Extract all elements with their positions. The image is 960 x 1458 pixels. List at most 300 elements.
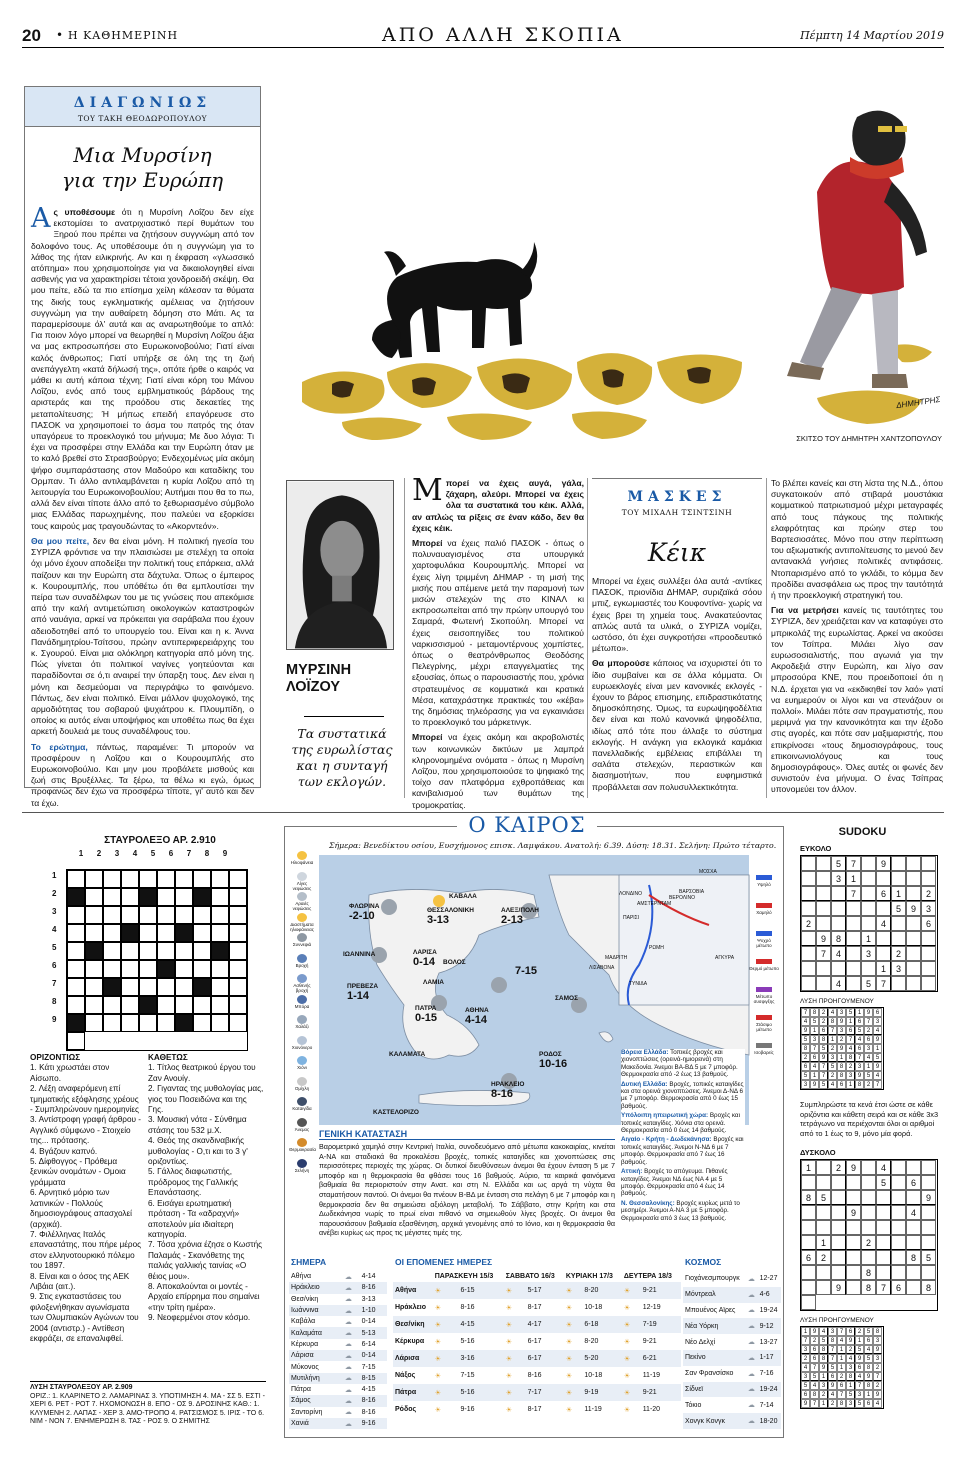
crossword-cell[interactable] — [193, 906, 211, 924]
sudoku-cell[interactable] — [861, 916, 876, 931]
crossword-cell[interactable] — [67, 1032, 85, 1050]
sudoku-cell[interactable] — [861, 1160, 876, 1175]
sudoku-cell[interactable] — [846, 1250, 861, 1265]
sudoku-cell[interactable] — [861, 1205, 876, 1220]
crossword-cell[interactable] — [157, 960, 175, 978]
region-forecast — [621, 1112, 745, 1134]
crossword-cell[interactable] — [121, 888, 139, 906]
crossword-cell[interactable] — [139, 870, 157, 888]
crossword-cell[interactable] — [175, 924, 193, 942]
sudoku-easy-grid[interactable] — [800, 855, 938, 992]
sudoku-cell[interactable]: 9 — [831, 1280, 846, 1295]
crossword-cell[interactable] — [211, 924, 229, 942]
crossword-cell[interactable] — [193, 996, 211, 1014]
sudoku-cell[interactable]: 2 — [861, 1235, 876, 1250]
sudoku-cell[interactable]: 8 — [831, 931, 846, 946]
crossword-cell[interactable] — [121, 924, 139, 942]
sudoku-cell[interactable]: 1 — [816, 1235, 831, 1250]
sudoku-hard-grid[interactable] — [800, 1159, 938, 1311]
legend-icon — [297, 1077, 307, 1086]
next-row — [393, 1316, 681, 1333]
sudoku-cell[interactable]: 3 — [831, 871, 846, 886]
crossword-cell[interactable] — [229, 906, 247, 924]
crossword-cell[interactable] — [103, 1014, 121, 1032]
weather-icon-cell: ☁ — [343, 1418, 360, 1429]
sudoku-cell[interactable] — [846, 1235, 861, 1250]
today-row — [289, 1305, 387, 1316]
sudoku-cell[interactable] — [921, 1235, 936, 1250]
sudoku-cell[interactable] — [831, 1190, 846, 1205]
crossword-cell[interactable] — [67, 978, 85, 996]
crossword-cell[interactable] — [193, 978, 211, 996]
sudoku-cell[interactable] — [846, 1220, 861, 1235]
sudoku-cell[interactable] — [876, 1265, 891, 1280]
crossword-cell[interactable] — [211, 942, 229, 960]
city-name: Σάμος — [289, 1395, 343, 1406]
sudoku-cell[interactable] — [891, 1175, 906, 1190]
sudoku-cell[interactable]: 5 — [876, 1175, 891, 1190]
crossword-cell[interactable] — [139, 906, 157, 924]
day-header: ΠΑΡΑΣΚΕΥΗ 15/3 — [433, 1271, 504, 1282]
sudoku-cell[interactable] — [921, 931, 936, 946]
sudoku-cell[interactable] — [891, 871, 906, 886]
sudoku-cell[interactable] — [801, 871, 816, 886]
sudoku-cell[interactable] — [801, 1235, 816, 1250]
crossword-cell[interactable] — [211, 888, 229, 906]
crossword-cell[interactable] — [85, 942, 103, 960]
sudoku-cell[interactable] — [846, 931, 861, 946]
crossword-cell[interactable] — [121, 942, 139, 960]
crossword-cell[interactable] — [85, 870, 103, 888]
crossword-cell[interactable] — [67, 1014, 85, 1032]
sudoku-cell[interactable]: 2 — [831, 1160, 846, 1175]
sudoku-cell[interactable] — [906, 1280, 921, 1295]
sudoku-cell[interactable]: 6 — [921, 916, 936, 931]
sudoku-cell[interactable] — [906, 976, 921, 991]
sudoku-cell[interactable] — [906, 1160, 921, 1175]
sudoku-cell[interactable]: 2 — [921, 886, 936, 901]
crossword-cell[interactable] — [175, 978, 193, 996]
sudoku-cell[interactable] — [921, 1160, 936, 1175]
solution-cell: 4 — [846, 1354, 855, 1363]
sudoku-cell[interactable] — [891, 1190, 906, 1205]
crossword-cell[interactable] — [193, 1014, 211, 1032]
sudoku-cell[interactable] — [831, 916, 846, 931]
legend-item — [289, 892, 315, 913]
sudoku-cell[interactable] — [876, 1205, 891, 1220]
sudoku-cell[interactable]: 7 — [846, 856, 861, 871]
crossword-cell[interactable] — [211, 978, 229, 996]
sudoku-cell[interactable]: 3 — [861, 946, 876, 961]
legend-icon — [297, 974, 307, 983]
sudoku-cell[interactable] — [906, 1235, 921, 1250]
legend-item — [749, 987, 779, 1013]
sudoku-cell[interactable] — [891, 1235, 906, 1250]
sudoku-cell[interactable] — [831, 886, 846, 901]
crossword-cell[interactable] — [175, 960, 193, 978]
sudoku-cell[interactable] — [876, 946, 891, 961]
sudoku-cell[interactable] — [861, 886, 876, 901]
sudoku-cell[interactable] — [906, 1190, 921, 1205]
sudoku-cell[interactable] — [801, 1205, 816, 1220]
sudoku-cell[interactable]: 1 — [876, 961, 891, 976]
sudoku-cell[interactable] — [801, 976, 816, 991]
sudoku-cell[interactable] — [921, 1175, 936, 1190]
sudoku-cell[interactable] — [906, 886, 921, 901]
crossword-cell[interactable] — [175, 1014, 193, 1032]
crossword-cell[interactable] — [121, 978, 139, 996]
crossword-cell[interactable] — [67, 906, 85, 924]
sudoku-cell[interactable] — [906, 1265, 921, 1280]
crossword-cell[interactable] — [85, 978, 103, 996]
sudoku-cell[interactable] — [906, 946, 921, 961]
sudoku-cell[interactable] — [906, 856, 921, 871]
city-temp: 0-15 — [415, 1012, 438, 1024]
crossword-cell[interactable] — [211, 960, 229, 978]
sudoku-cell[interactable]: 6 — [906, 1175, 921, 1190]
across-list — [30, 1063, 142, 1344]
sudoku-cell[interactable] — [816, 1175, 831, 1190]
sudoku-cell[interactable]: 3 — [891, 961, 906, 976]
legend-icon — [297, 872, 307, 881]
crossword-cell[interactable] — [157, 924, 175, 942]
crossword-cell[interactable] — [211, 870, 229, 888]
sudoku-cell[interactable] — [816, 901, 831, 916]
sudoku-cell[interactable] — [816, 1265, 831, 1280]
clue: 6. Εισάγει ερωτηματική πρόταση - Τα «αδραχνή» αποτελούν μία ιδιαίτερη κατηγορία. — [148, 1198, 240, 1239]
sudoku-cell[interactable] — [801, 961, 816, 976]
sudoku-cell[interactable]: 5 — [816, 1190, 831, 1205]
sudoku-cell[interactable] — [876, 1250, 891, 1265]
sudoku-cell[interactable] — [891, 931, 906, 946]
sudoku-cell[interactable]: 9 — [816, 931, 831, 946]
sudoku-cell[interactable] — [816, 1280, 831, 1295]
sudoku-cell[interactable] — [801, 1265, 816, 1280]
crossword-cell[interactable] — [103, 960, 121, 978]
crossword-cell[interactable] — [67, 870, 85, 888]
sudoku-cell[interactable]: 8 — [861, 1280, 876, 1295]
clue: 2. Λέξη αναφερόμενη επί τμηματικής εξόφλησης χρέους - Συμπληρώνουν ημερομηνίες — [30, 1084, 140, 1115]
sudoku-cell[interactable] — [816, 961, 831, 976]
sudoku-cell[interactable] — [816, 1205, 831, 1220]
weather-icon-cell: ☁ — [747, 1370, 755, 1378]
crossword-cell[interactable] — [175, 996, 193, 1014]
sudoku-cell[interactable] — [801, 1295, 816, 1310]
sudoku-cell[interactable] — [861, 901, 876, 916]
sudoku-cell[interactable]: 4 — [831, 946, 846, 961]
crossword-cell[interactable] — [85, 996, 103, 1014]
sudoku-cell[interactable] — [891, 1250, 906, 1265]
crossword-cell[interactable] — [121, 960, 139, 978]
sudoku-cell[interactable] — [861, 1175, 876, 1190]
crossword-cell[interactable] — [175, 906, 193, 924]
sudoku-cell[interactable] — [906, 871, 921, 886]
sudoku-cell[interactable]: 2 — [801, 916, 816, 931]
crossword-cell[interactable] — [193, 942, 211, 960]
sudoku-cell[interactable] — [876, 901, 891, 916]
sudoku-cell[interactable] — [861, 1250, 876, 1265]
sudoku-cell[interactable] — [846, 1190, 861, 1205]
sudoku-cell[interactable]: 6 — [876, 886, 891, 901]
sudoku-cell[interactable] — [831, 1175, 846, 1190]
sudoku-cell[interactable] — [846, 1265, 861, 1280]
sudoku-cell[interactable]: 5 — [861, 976, 876, 991]
sudoku-cell[interactable]: 2 — [891, 946, 906, 961]
crossword-cell[interactable] — [139, 924, 157, 942]
city-temp: 18-20 — [758, 1413, 781, 1429]
city-name: Νάξος — [395, 1372, 416, 1380]
sudoku-cell[interactable]: 4 — [876, 1160, 891, 1175]
sudoku-cell[interactable] — [876, 931, 891, 946]
crossword-cell[interactable] — [139, 1014, 157, 1032]
crossword-cell[interactable] — [103, 870, 121, 888]
crossword-cell[interactable] — [229, 924, 247, 942]
sudoku-cell[interactable] — [846, 976, 861, 991]
solution-cell: 9 — [810, 1080, 819, 1089]
sudoku-cell[interactable] — [906, 931, 921, 946]
crossword-cell[interactable] — [121, 870, 139, 888]
sudoku-cell[interactable]: 8 — [906, 1250, 921, 1265]
crossword-cell[interactable] — [193, 960, 211, 978]
sudoku-cell[interactable] — [801, 886, 816, 901]
crossword-cell[interactable] — [139, 960, 157, 978]
sudoku-cell[interactable] — [891, 1220, 906, 1235]
city-temp: 5-16 — [459, 1384, 504, 1401]
city-temp: 9-12 — [758, 1318, 781, 1334]
crossword-cell[interactable] — [85, 960, 103, 978]
crossword-cell[interactable] — [193, 888, 211, 906]
cartoon-signature: ΔΗΜΗΤΡΗΣ — [895, 394, 941, 411]
sudoku-cell[interactable] — [861, 961, 876, 976]
sudoku-cell[interactable]: 9 — [906, 901, 921, 916]
sudoku-cell[interactable] — [846, 916, 861, 931]
crossword-cell[interactable] — [229, 978, 247, 996]
crossword-cell[interactable] — [139, 942, 157, 960]
sudoku-cell[interactable]: 7 — [846, 886, 861, 901]
sudoku-cell[interactable] — [831, 1235, 846, 1250]
sudoku-cell[interactable]: 9 — [846, 1205, 861, 1220]
crossword-cell[interactable] — [229, 888, 247, 906]
crossword-cell[interactable] — [85, 906, 103, 924]
sudoku-cell[interactable] — [891, 856, 906, 871]
solution-cell: 1 — [864, 1062, 873, 1071]
crossword-cell[interactable] — [103, 888, 121, 906]
crossword-cell[interactable] — [229, 960, 247, 978]
sudoku-cell[interactable]: 9 — [921, 1190, 936, 1205]
today-row — [289, 1407, 387, 1418]
day-header: ΚΥΡΙΑΚΗ 17/3 — [564, 1271, 622, 1282]
crossword-cell[interactable] — [211, 906, 229, 924]
sudoku-cell[interactable] — [876, 1235, 891, 1250]
crossword-cell[interactable] — [139, 996, 157, 1014]
sudoku-cell[interactable] — [876, 1190, 891, 1205]
crossword-cell[interactable] — [157, 978, 175, 996]
sudoku-cell[interactable]: 3 — [921, 901, 936, 916]
sudoku-cell[interactable] — [831, 1205, 846, 1220]
city-name: Πάτρα — [291, 1386, 311, 1394]
solution-cell: 2 — [819, 1017, 828, 1026]
crossword-cell[interactable] — [103, 906, 121, 924]
sudoku-cell[interactable]: 8 — [921, 1280, 936, 1295]
sudoku-cell[interactable] — [846, 946, 861, 961]
crossword-cell[interactable] — [85, 1014, 103, 1032]
crossword-cell[interactable] — [157, 1014, 175, 1032]
crossword-grid[interactable] — [66, 869, 248, 1051]
crossword-cell[interactable] — [193, 870, 211, 888]
solution-cell: 4 — [828, 1080, 837, 1089]
sudoku-cell[interactable]: 7 — [876, 976, 891, 991]
sudoku-cell[interactable]: 8 — [801, 1190, 816, 1205]
sudoku-cell[interactable] — [876, 1220, 891, 1235]
sudoku-cell[interactable]: 8 — [861, 1265, 876, 1280]
sudoku-cell[interactable] — [816, 1160, 831, 1175]
crossword-cell[interactable] — [175, 888, 193, 906]
crossword-cell[interactable] — [139, 888, 157, 906]
crossword-cell[interactable] — [229, 1014, 247, 1032]
crossword-cell[interactable] — [121, 1014, 139, 1032]
sudoku-cell[interactable] — [876, 871, 891, 886]
crossword-cell[interactable] — [193, 924, 211, 942]
sudoku-cell[interactable] — [831, 1250, 846, 1265]
sudoku-cell[interactable] — [906, 916, 921, 931]
sudoku-cell[interactable] — [801, 1175, 816, 1190]
crossword-cell[interactable] — [121, 996, 139, 1014]
sudoku-cell[interactable]: 6 — [801, 1250, 816, 1265]
sudoku-cell[interactable] — [846, 961, 861, 976]
sudoku-cell[interactable] — [891, 976, 906, 991]
sudoku-cell[interactable]: 1 — [861, 931, 876, 946]
sudoku-cell[interactable] — [816, 856, 831, 871]
sudoku-cell[interactable] — [831, 1265, 846, 1280]
solution-cell: 4 — [864, 1053, 873, 1062]
maskes-c1p2 — [412, 538, 584, 728]
sudoku-cell[interactable] — [861, 871, 876, 886]
sudoku-cell[interactable] — [921, 1265, 936, 1280]
legend-icon — [297, 892, 307, 901]
crossword-cell[interactable] — [211, 1014, 229, 1032]
city-temp: 0-14 — [413, 956, 436, 968]
crossword-cell[interactable] — [67, 942, 85, 960]
sudoku-cell[interactable] — [846, 1175, 861, 1190]
crossword-cell[interactable] — [157, 942, 175, 960]
sudoku-cell[interactable]: 9 — [876, 856, 891, 871]
today-row — [289, 1350, 387, 1361]
sudoku-cell[interactable]: 5 — [891, 901, 906, 916]
city-temp: -2-10 — [349, 910, 375, 922]
sudoku-cell[interactable] — [801, 901, 816, 916]
sudoku-cell[interactable] — [831, 961, 846, 976]
crossword-cell[interactable] — [157, 996, 175, 1014]
sudoku-cell[interactable]: 2 — [816, 1250, 831, 1265]
sudoku-cell[interactable] — [846, 901, 861, 916]
crossword-cell[interactable] — [229, 870, 247, 888]
sudoku-cell[interactable] — [801, 946, 816, 961]
crossword-cell[interactable] — [121, 906, 139, 924]
sudoku-cell[interactable]: 1 — [846, 871, 861, 886]
sudoku-cell[interactable]: 7 — [816, 946, 831, 961]
sudoku-cell[interactable] — [921, 976, 936, 991]
crossword-cell[interactable] — [139, 978, 157, 996]
sudoku-cell[interactable]: 1 — [801, 1160, 816, 1175]
crossword-cell[interactable] — [103, 978, 121, 996]
sudoku-cell[interactable] — [831, 1220, 846, 1235]
sudoku-cell[interactable] — [816, 886, 831, 901]
crossword-cell[interactable] — [229, 996, 247, 1014]
crossword-cell[interactable] — [85, 924, 103, 942]
sudoku-cell[interactable] — [906, 961, 921, 976]
sudoku-cell[interactable] — [801, 931, 816, 946]
crossword-cell[interactable] — [67, 996, 85, 1014]
crossword-cell[interactable] — [67, 924, 85, 942]
crossword-cell[interactable] — [67, 960, 85, 978]
crossword-cell[interactable] — [175, 870, 193, 888]
crossword-cell[interactable] — [103, 996, 121, 1014]
sudoku-cell[interactable] — [891, 1205, 906, 1220]
sudoku-cell[interactable]: 4 — [906, 1205, 921, 1220]
city-temp: 6-21 — [641, 1350, 681, 1367]
sudoku-cell[interactable] — [816, 871, 831, 886]
sudoku-cell[interactable] — [816, 916, 831, 931]
sudoku-cell[interactable]: 5 — [921, 1250, 936, 1265]
sudoku-cell[interactable] — [921, 1220, 936, 1235]
sudoku-cell[interactable] — [861, 856, 876, 871]
crossword-cell[interactable] — [157, 870, 175, 888]
sudoku-cell[interactable]: 4 — [831, 976, 846, 991]
sudoku-cell[interactable]: 5 — [831, 856, 846, 871]
sudoku-cell[interactable] — [846, 1280, 861, 1295]
sudoku-cell[interactable] — [921, 961, 936, 976]
sudoku-cell[interactable] — [816, 1220, 831, 1235]
sudoku-cell[interactable] — [861, 1190, 876, 1205]
sudoku-cell[interactable] — [891, 1265, 906, 1280]
crossword-cell[interactable] — [157, 888, 175, 906]
sudoku-cell[interactable]: 7 — [876, 1280, 891, 1295]
sudoku-cell[interactable] — [906, 1220, 921, 1235]
crossword-cell[interactable] — [103, 942, 121, 960]
sudoku-cell[interactable] — [891, 916, 906, 931]
sudoku-cell[interactable] — [816, 976, 831, 991]
sudoku-cell[interactable] — [801, 856, 816, 871]
sudoku-cell[interactable] — [921, 1205, 936, 1220]
crossword-cell[interactable] — [85, 888, 103, 906]
sudoku-cell[interactable]: 6 — [891, 1280, 906, 1295]
city-temp: 0-14 — [360, 1350, 387, 1361]
sudoku-cell[interactable] — [921, 871, 936, 886]
sudoku-cell[interactable] — [861, 1220, 876, 1235]
crossword-cell[interactable] — [67, 888, 85, 906]
region-forecast — [621, 1049, 745, 1079]
sudoku-cell[interactable] — [921, 856, 936, 871]
maskes-col-2 — [592, 576, 762, 798]
sudoku-cell[interactable] — [921, 946, 936, 961]
sudoku-cell[interactable] — [891, 1160, 906, 1175]
sudoku-cell[interactable] — [801, 1220, 816, 1235]
sudoku-cell[interactable] — [831, 901, 846, 916]
sudoku-cell[interactable]: 9 — [846, 1160, 861, 1175]
weather-icon-cell: ☀ — [433, 1350, 459, 1367]
sudoku-cell[interactable] — [801, 1280, 816, 1295]
crossword-cell[interactable] — [175, 942, 193, 960]
crossword-cell[interactable] — [229, 942, 247, 960]
city-name: Σαντορίνη — [291, 1408, 323, 1416]
crossword-cell[interactable] — [157, 906, 175, 924]
solution-cell: 8 — [873, 1327, 882, 1336]
crossword-cell[interactable] — [211, 996, 229, 1014]
legend-icon — [297, 913, 307, 922]
crossword-cell[interactable] — [103, 924, 121, 942]
sudoku-cell[interactable]: 4 — [876, 916, 891, 931]
sudoku-cell[interactable]: 1 — [891, 886, 906, 901]
